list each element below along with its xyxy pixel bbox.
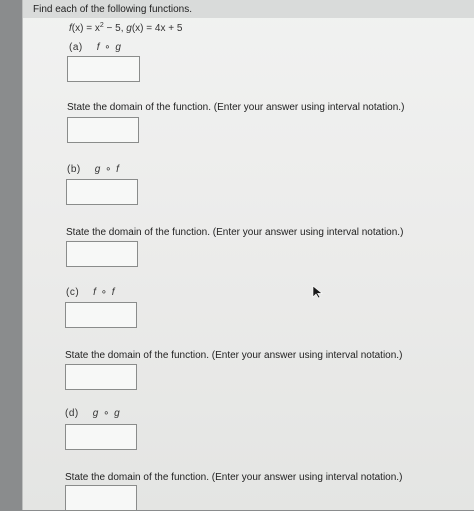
f-exponent: 2 <box>99 22 104 29</box>
part-a-domain-prompt: State the domain of the function. (Enter your answer using interval notation.) <box>67 102 405 113</box>
f-name: f <box>69 23 72 34</box>
f-tail: − 5, <box>103 23 127 34</box>
part-b-domain-input[interactable] <box>66 241 138 267</box>
part-b-domain-prompt: State the domain of the function. (Enter your answer using interval notation.) <box>66 227 404 238</box>
part-d-expression: g ∘ g <box>92 408 121 419</box>
part-a-label: (a) f ∘ g <box>69 42 122 53</box>
part-b-label: (b) g ∘ f <box>67 164 120 175</box>
question-sheet <box>22 0 474 510</box>
part-d-answer-input[interactable] <box>65 424 137 450</box>
part-b-expression: g ∘ f <box>94 164 120 175</box>
part-d-label: (d) g ∘ g <box>65 408 121 419</box>
question-prompt: Find each of the following functions. <box>33 4 192 15</box>
g-name: g <box>126 23 132 34</box>
part-a-expression: f ∘ g <box>96 42 122 53</box>
part-c-domain-input[interactable] <box>65 364 137 390</box>
part-b-answer-input[interactable] <box>66 179 138 205</box>
part-a-domain-input[interactable] <box>67 117 139 143</box>
function-definitions <box>69 22 182 34</box>
part-c-label: (c) f ∘ f <box>66 287 116 298</box>
g-definition: (x) = 4x + 5 <box>131 23 183 34</box>
mouse-pointer-icon <box>312 285 324 299</box>
part-a-answer-input[interactable] <box>67 56 140 82</box>
part-d-domain-input[interactable] <box>65 485 137 511</box>
part-c-answer-input[interactable] <box>65 302 137 328</box>
f-definition: (x) = x <box>71 23 100 34</box>
part-d-domain-prompt: State the domain of the function. (Enter your answer using interval notation.) <box>65 472 403 483</box>
part-c-domain-prompt: State the domain of the function. (Enter your answer using interval notation.) <box>65 350 403 361</box>
part-c-expression: f ∘ f <box>93 287 116 298</box>
